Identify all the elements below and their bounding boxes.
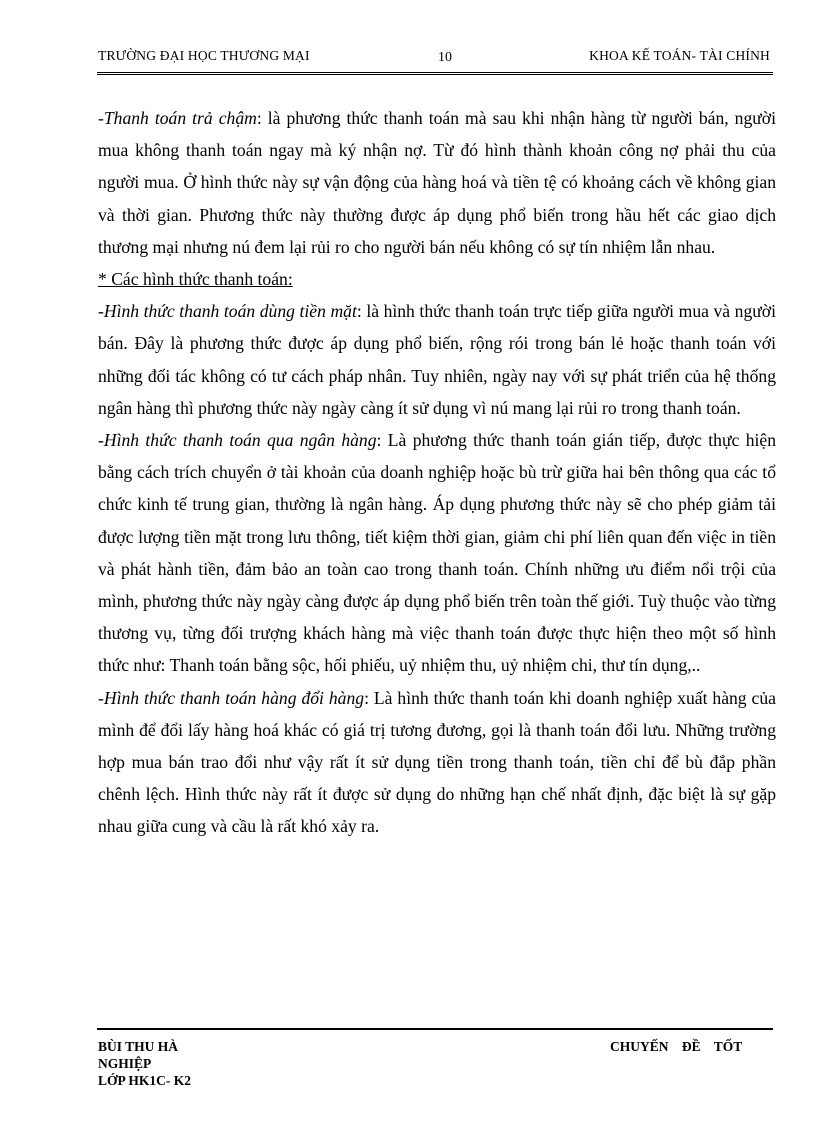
term-cash-payment: -Hình thức thanh toán dùng tiền mặt <box>98 301 357 322</box>
footer-document-type: CHUYẾN ĐỀ TỐT <box>610 1039 743 1054</box>
paragraph-bank-payment <box>98 424 776 682</box>
heading-payment-forms: * Các hình thức thanh toán: <box>98 269 293 290</box>
footer-author-block <box>98 1038 298 1089</box>
footer-rule <box>97 1028 773 1030</box>
header-rule <box>97 72 773 75</box>
header-faculty: KHOA KẾ TOÁN- TÀI CHÍNH <box>589 48 770 63</box>
footer-author-line2: NGHIỆP <box>98 1056 152 1071</box>
paragraph-barter-payment <box>98 682 776 843</box>
text-bank-payment: : Là phương thức thanh toán gián tiếp, được thực hiện bằng cách trích chuyển ở tài khoản của doanh nghiệp hoặc bù trừ giữa hai bên thông qua các tổ chức kinh tế trung gian, thường là ngân hàng. Áp dụng phương thức này sẽ cho phép giảm tải được lượng tiền mặt trong lưu thông, tiết kiệm thời gian, giảm chi phí liên quan đến việc in tiền và phát hành tiền, đảm bảo an toàn cao trong thanh toán. Chính những ưu điểm nổi trội của mình, phương thức này ngày càng được áp dụng phổ biến trên toàn thế giới. Tuỳ thuộc vào từng thương vụ, từng đối trượng khách hàng mà việc thanh toán được thực hiện theo một số hình thức như: Thanh toán bằng sộc, hối phiếu, uỷ nhiệm thu, uỷ nhiệm chi, thư tín dụng,.. <box>98 430 776 676</box>
page-number: 10 <box>438 50 452 65</box>
text-deferred-payment: : là phương thức thanh toán mà sau khi nhận hàng từ người bán, người mua không thanh toán ngay mà ký nhận nợ. Từ đó hình thành khoản công nợ phải thu của người mua. Ở hình thức này sự vận động của hàng hoá và tiền tệ có khoảng cách về không gian và thời gian. Phương thức này thường được áp dụng phổ biến trong hầu hết các giao dịch thương mại nhưng nú đem lại rủi ro cho người bán nếu không có sự tín nhiệm lẫn nhau. <box>98 108 776 257</box>
document-body <box>98 102 776 843</box>
term-barter-payment: -Hình thức thanh toán hàng đổi hàng <box>98 687 365 708</box>
page-header <box>98 46 770 68</box>
text-cash-payment: : là hình thức thanh toán trực tiếp giữa người mua và người bán. Đây là phương thức được áp dụng phổ biến, rộng rói trong bán lẻ hoặc thanh toán với những đối tác không có tư cách pháp nhân. Tuy nhiên, ngày nay với sự phát triển của hệ thống ngân hàng thì phương thức này ngày càng ít sử dụng vì nú mang lại rủi ro trong thanh toán. <box>98 301 776 418</box>
paragraph-cash-payment <box>98 295 776 424</box>
section-heading <box>98 263 776 295</box>
text-barter-payment: : Là hình thức thanh toán khi doanh nghiệp xuất hàng của mình để đổi lấy hàng hoá khác có giá trị tương đương, gọi là thanh toán đổi lưu. Những trường hợp mua bán trao đổi như vậy rất ít sử dụng tiền trong thanh toán, tiền chỉ để bù đắp phần chênh lệch. Hình thức này rất ít được sử dụng do những hạn chế nhất định, đặc biệt là sự gặp nhau giữa cung và cầu là rất khó xảy ra. <box>98 687 776 837</box>
term-bank-payment: -Hình thức thanh toán qua ngân hàng <box>98 430 377 451</box>
paragraph-deferred-payment <box>98 102 776 263</box>
footer-class: LỚP HK1C- K2 <box>98 1073 192 1088</box>
header-university: TRƯỜNG ĐẠI HỌC THƯƠNG MẠI <box>98 48 310 63</box>
footer-author-name: BÙI THU HÀ <box>98 1039 179 1054</box>
term-deferred-payment: -Thanh toán trả chậm <box>98 108 257 128</box>
